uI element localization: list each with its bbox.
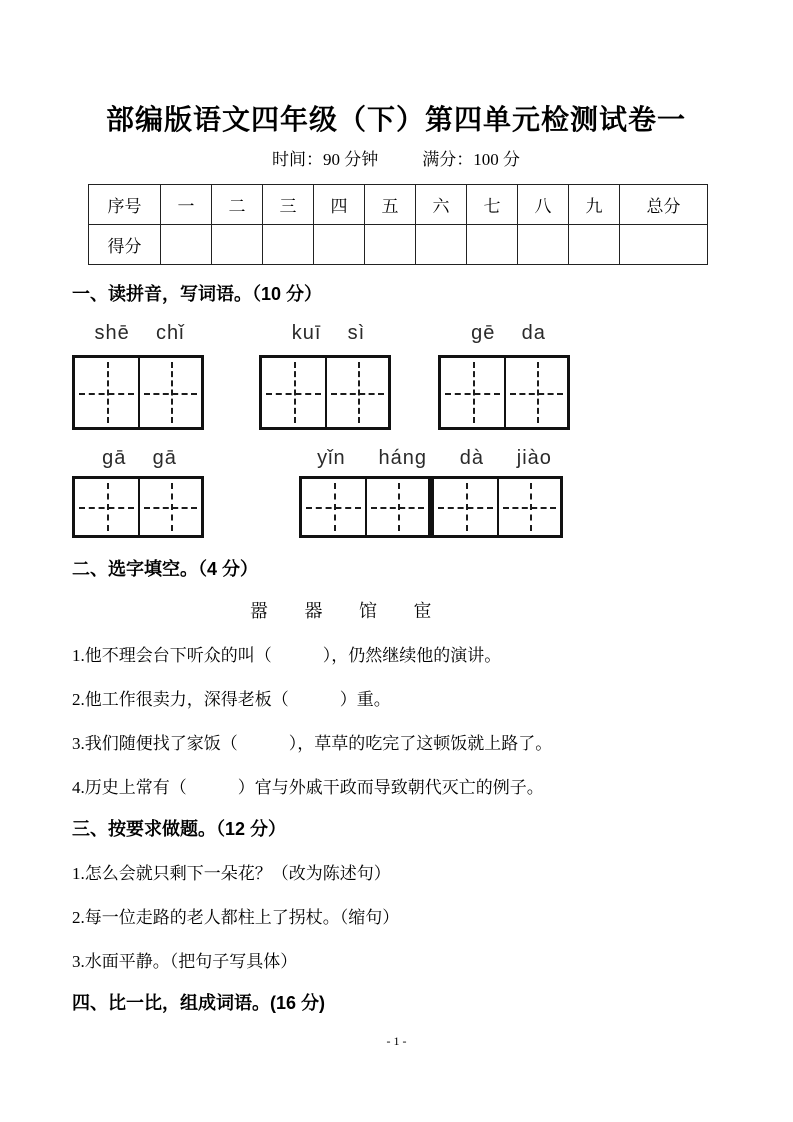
score-table-col: 四 bbox=[314, 185, 365, 225]
score-table-score-row bbox=[89, 225, 708, 265]
score-table-col: 七 bbox=[467, 185, 518, 225]
page-title: 部编版语文四年级（下）第四单元检测试卷一 bbox=[105, 104, 686, 135]
score-table-col: 八 bbox=[518, 185, 569, 225]
score-table-col: 二 bbox=[212, 185, 263, 225]
score-cell bbox=[161, 225, 212, 265]
choice-char: 嚣 bbox=[250, 601, 268, 621]
writing-cell bbox=[262, 358, 325, 427]
fill-blank-item: 3.我们随便找了家饭（ ），草草的吃完了这顿饭就上路了。 bbox=[72, 734, 553, 753]
full-score-label: 满分：100 分 bbox=[422, 150, 520, 169]
writing-grid bbox=[438, 355, 570, 430]
rewrite-item: 2.每一位走路的老人都柱上了拐杖。（缩句） bbox=[72, 908, 400, 927]
pinyin-row-2 bbox=[72, 444, 720, 470]
writing-grid bbox=[299, 476, 563, 538]
rewrite-item: 1.怎么会就只剩下一朵花？（改为陈述句） bbox=[72, 864, 391, 883]
writing-grids-row-2 bbox=[72, 476, 720, 538]
fill-blank-item: 1.他不理会台下听众的叫（ ），仍然继续他的演讲。 bbox=[72, 646, 502, 665]
pinyin-row-1 bbox=[72, 319, 720, 345]
choice-characters bbox=[250, 598, 720, 624]
pinyin-word: kuī sì bbox=[291, 322, 366, 344]
score-table bbox=[88, 184, 708, 265]
writing-cell bbox=[75, 358, 138, 427]
score-row-label: 得分 bbox=[89, 225, 161, 265]
score-table-col: 三 bbox=[263, 185, 314, 225]
section-one-heading: 一、读拼音，写词语。（10 分） bbox=[72, 284, 323, 304]
rewrite-item: 3.水面平静。（把句子写具体） bbox=[72, 952, 298, 971]
pinyin-word: yǐn háng dà jiào bbox=[317, 447, 552, 469]
fill-blank-item: 4.历史上常有（ ）官与外戚干政而导致朝代灭亡的例子。 bbox=[72, 778, 544, 797]
writing-grid bbox=[72, 355, 204, 430]
choice-char: 器 bbox=[304, 601, 323, 621]
exam-meta bbox=[72, 148, 720, 172]
pinyin-word: gē da bbox=[471, 322, 546, 344]
writing-cell bbox=[504, 358, 567, 427]
score-cell bbox=[569, 225, 620, 265]
writing-grid bbox=[72, 476, 204, 538]
writing-cell bbox=[434, 479, 497, 535]
writing-grids-row-1 bbox=[72, 355, 720, 430]
score-table-corner-label: 序号 bbox=[89, 185, 161, 225]
writing-cell bbox=[325, 358, 388, 427]
score-table-header-row bbox=[89, 185, 708, 225]
section-four-heading: 四、比一比，组成词语。(16 分) bbox=[72, 993, 326, 1013]
writing-cell bbox=[365, 479, 428, 535]
score-table-col: 一 bbox=[161, 185, 212, 225]
score-cell bbox=[416, 225, 467, 265]
writing-grid-half bbox=[431, 476, 563, 538]
writing-cell bbox=[302, 479, 365, 535]
score-cell bbox=[365, 225, 416, 265]
score-cell bbox=[620, 225, 708, 265]
writing-cell bbox=[497, 479, 560, 535]
fill-blank-item: 2.他工作很卖力，深得老板（ ）重。 bbox=[72, 690, 391, 709]
page-number: - 1 - bbox=[386, 1034, 407, 1048]
writing-cell bbox=[138, 358, 201, 427]
writing-cell bbox=[75, 479, 138, 535]
writing-grid-half bbox=[299, 476, 431, 538]
score-table-col: 五 bbox=[365, 185, 416, 225]
score-cell bbox=[263, 225, 314, 265]
choice-char: 馆 bbox=[359, 601, 377, 621]
writing-cell bbox=[138, 479, 201, 535]
score-cell bbox=[467, 225, 518, 265]
time-label: 时间：90 分钟 bbox=[272, 150, 379, 169]
section-two-heading: 二、选字填空。（4 分） bbox=[72, 559, 259, 579]
score-cell bbox=[212, 225, 263, 265]
choice-char: 宦 bbox=[413, 601, 432, 621]
score-table-col: 六 bbox=[416, 185, 467, 225]
score-table-col: 总分 bbox=[620, 185, 708, 225]
writing-grid bbox=[259, 355, 391, 430]
section-three-heading: 三、按要求做题。（12 分） bbox=[72, 819, 287, 839]
score-cell bbox=[518, 225, 569, 265]
score-table-col: 九 bbox=[569, 185, 620, 225]
pinyin-word: gā gā bbox=[102, 447, 177, 469]
writing-cell bbox=[441, 358, 504, 427]
score-cell bbox=[314, 225, 365, 265]
pinyin-word: shē chǐ bbox=[94, 322, 185, 344]
